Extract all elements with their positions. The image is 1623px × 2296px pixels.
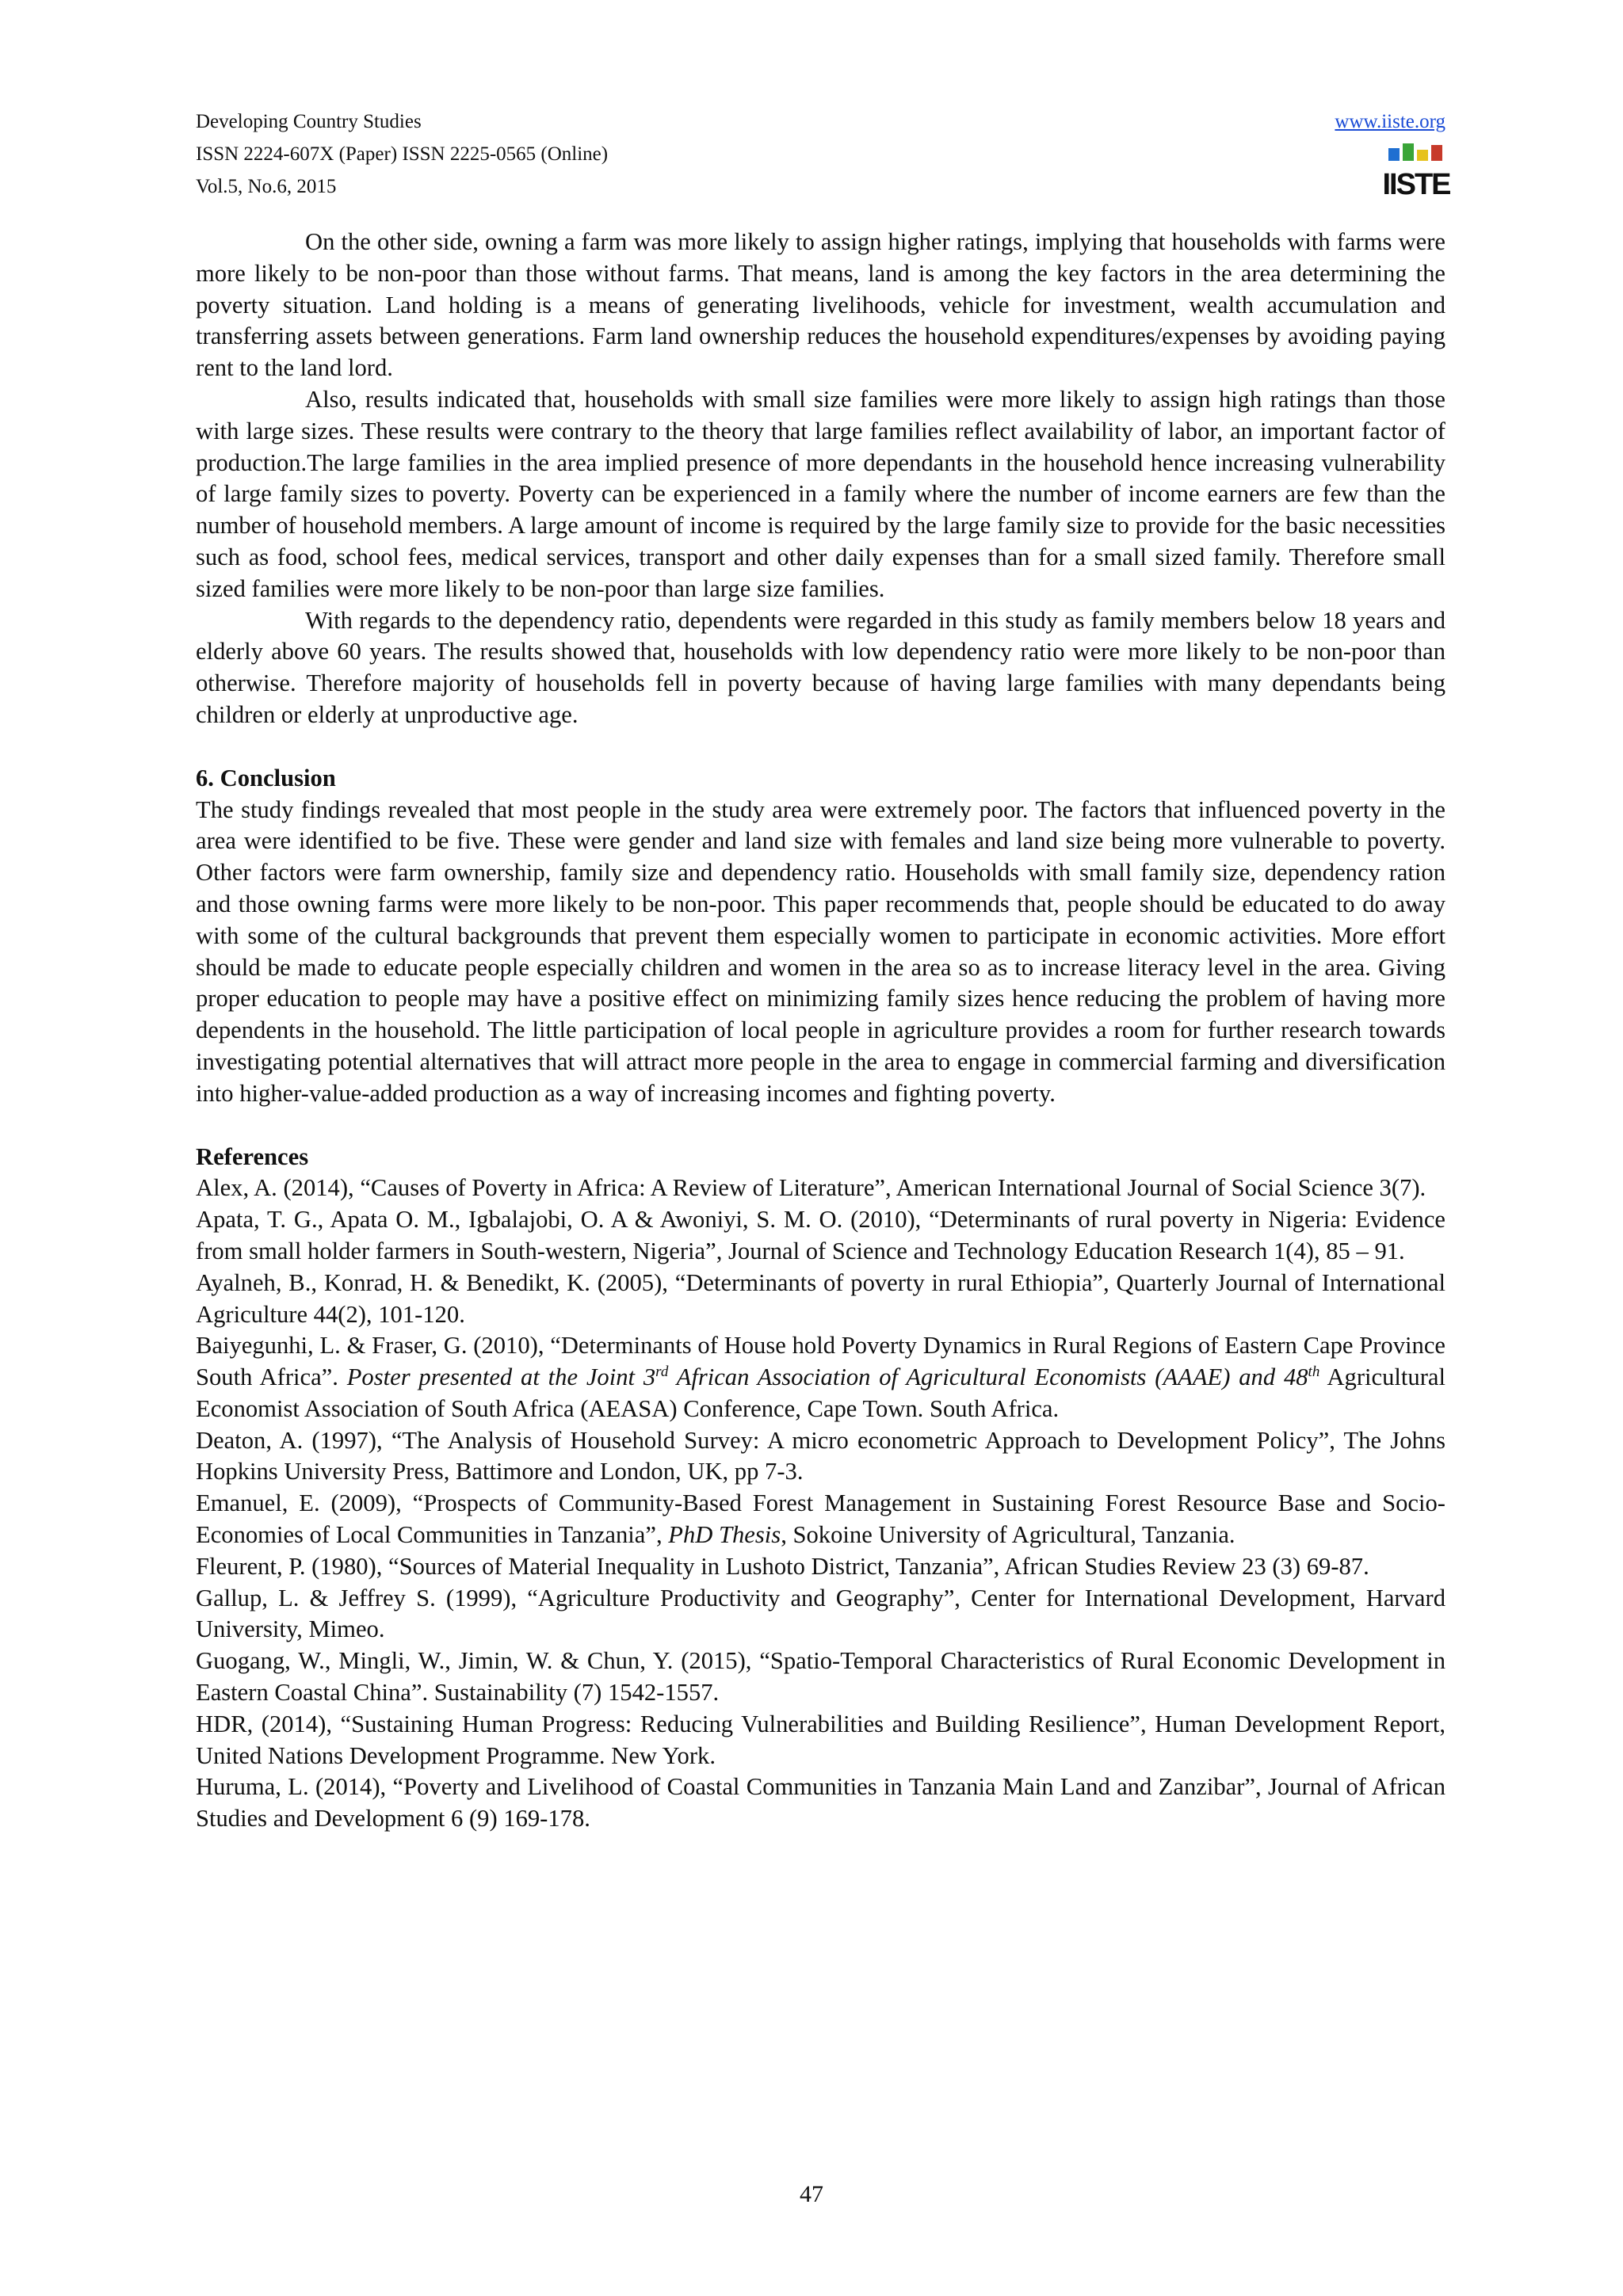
svg-text:IISTE: IISTE [1382, 168, 1450, 201]
journal-url-link[interactable]: www.iiste.org [1335, 111, 1445, 132]
journal-volume: Vol.5, No.6, 2015 [196, 176, 337, 197]
journal-info [196, 105, 608, 203]
journal-issn: ISSN 2224-607X (Paper) ISSN 2225-0565 (Online) [196, 143, 609, 165]
reference-item: Emanuel, E. (2009), “Prospects of Community-Based Forest Management in Sustaining Forest Resource Base and Socio-Economies of Local Communities in Tanzania”, PhD Thesis, Sokoine University of Agricultural, Tanzania. [196, 1489, 1445, 1549]
reference-item: Fleurent, P. (1980), “Sources of Material Inequality in Lushoto District, Tanzania”, African Studies Review 23 (3) 69-87. [196, 1552, 1369, 1580]
reference-item: Deaton, A. (1997), “The Analysis of Household Survey: A micro econometric Approach to Development Policy”, The Johns Hopkins University Press, Battimore and London, UK, pp 7-3. [196, 1426, 1445, 1486]
conclusion-heading: 6. Conclusion [196, 764, 336, 791]
reference-item: HDR, (2014), “Sustaining Human Progress: Reducing Vulnerabilities and Building Resilience”, Human Development Report, United Nations Development Programme. New York. [196, 1710, 1445, 1769]
page-number: 47 [800, 2181, 823, 2207]
paragraph-dependency-ratio: With regards to the dependency ratio, dependents were regarded in this study as family members below 18 years and elderly above 60 years. The results showed that, households with low dependency ratio were more likely to be non-poor than otherwise. Therefore majority of households fell in poverty because of having large families with many dependants being children or elderly at unproductive age. [196, 606, 1445, 728]
iiste-logo-icon [1382, 142, 1450, 201]
conclusion-text: The study findings revealed that most people in the study area were extremely poor. The factors that influenced poverty in the area were identified to be five. These were gender and land size with females and land size being more vulnerable to poverty. Other factors were farm ownership, family size and dependency ratio. Households with small family size, dependency ration and those owning farms were more likely to be non-poor. This paper recommends that, people should be educated to do away with some of the cultural backgrounds that prevent them especially women to participate in economic activities. More effort should be made to educate people especially children and women in the area so as to increase literacy level in the area. Giving proper education to people may have a positive effect on minimizing family sizes hence reducing the problem of having more dependents in the household. The little participation of local people in agriculture provides a room for further research towards investigating potential alternatives that will attract more people in the area to engage in commercial farming and diversification into higher-value-added production as a way of increasing incomes and fighting poverty. [196, 795, 1445, 1107]
journal-title: Developing Country Studies [196, 111, 422, 132]
reference-item: Huruma, L. (2014), “Poverty and Livelihood of Coastal Communities in Tanzania Main Land and Zanzibar”, Journal of African Studies and Development 6 (9) 169-178. [196, 1773, 1445, 1833]
reference-item: Ayalneh, B., Konrad, H. & Benedikt, K. (2005), “Determinants of poverty in rural Ethiopia”, Quarterly Journal of International Agriculture 44(2), 101-120. [196, 1268, 1445, 1328]
paragraph-farm-ownership: On the other side, owning a farm was more likely to assign higher ratings, implying that households with farms were more likely to be non-poor than those without farms. That means, land is among the key factors in the area determining the poverty situation. Land holding is a means of generating livelihoods, vehicle for investment, wealth accumulation and transferring assets between generations. Farm land ownership reduces the household expenditures/expenses by avoiding paying rent to the land lord. [196, 228, 1445, 382]
reference-item: Guogang, W., Mingli, W., Jimin, W. & Chun, Y. (2015), “Spatio-Temporal Characteristics of Rural Economic Development in Eastern Coastal China”. Sustainability (7) 1542-1557. [196, 1647, 1445, 1707]
references-heading: References [196, 1142, 309, 1170]
article-body [196, 227, 1445, 1835]
reference-item: Gallup, L. & Jeffrey S. (1999), “Agriculture Productivity and Geography”, Center for International Development, Harvard University, Mimeo. [196, 1584, 1445, 1643]
reference-item: Alex, A. (2014), “Causes of Poverty in Africa: A Review of Literature”, American International Journal of Social Science 3(7). [196, 1174, 1426, 1202]
running-header [196, 105, 1450, 208]
reference-item: Baiyegunhi, L. & Fraser, G. (2010), “Determinants of House hold Poverty Dynamics in Rural Regions of Eastern Cape Province South Africa”. Poster presented at the Joint 3rd African Association of Agricultural Economists (AAAE) and 48th Agricultural Economist Association of South Africa (AEASA) Conference, Cape Town. South Africa. [196, 1332, 1445, 1422]
reference-item: Apata, T. G., Apata O. M., Igbalajobi, O. A & Awoniyi, S. M. O. (2010), “Determinants of rural poverty in Nigeria: Evidence from small holder farmers in South-western, Nigeria”, Journal of Science and Technology Education Research 1(4), 85 – 91. [196, 1206, 1445, 1264]
paragraph-family-size: Also, results indicated that, households with small size families were more likely to assign high ratings than those with large sizes. These results were contrary to the theory that large families reflect availability of labor, an important factor of production.The large families in the area implied presence of more dependants in the household hence increasing vulnerability of large family sizes to poverty. Poverty can be experienced in a family where the number of income earners are few than the number of household members. A large amount of income is required by the large family size to provide for the basic necessities such as food, school fees, medical services, transport and other daily expenses than for a small sized family. Therefore small sized families were more likely to be non-poor than large size families. [196, 385, 1445, 602]
reference-list [196, 1173, 1445, 1835]
